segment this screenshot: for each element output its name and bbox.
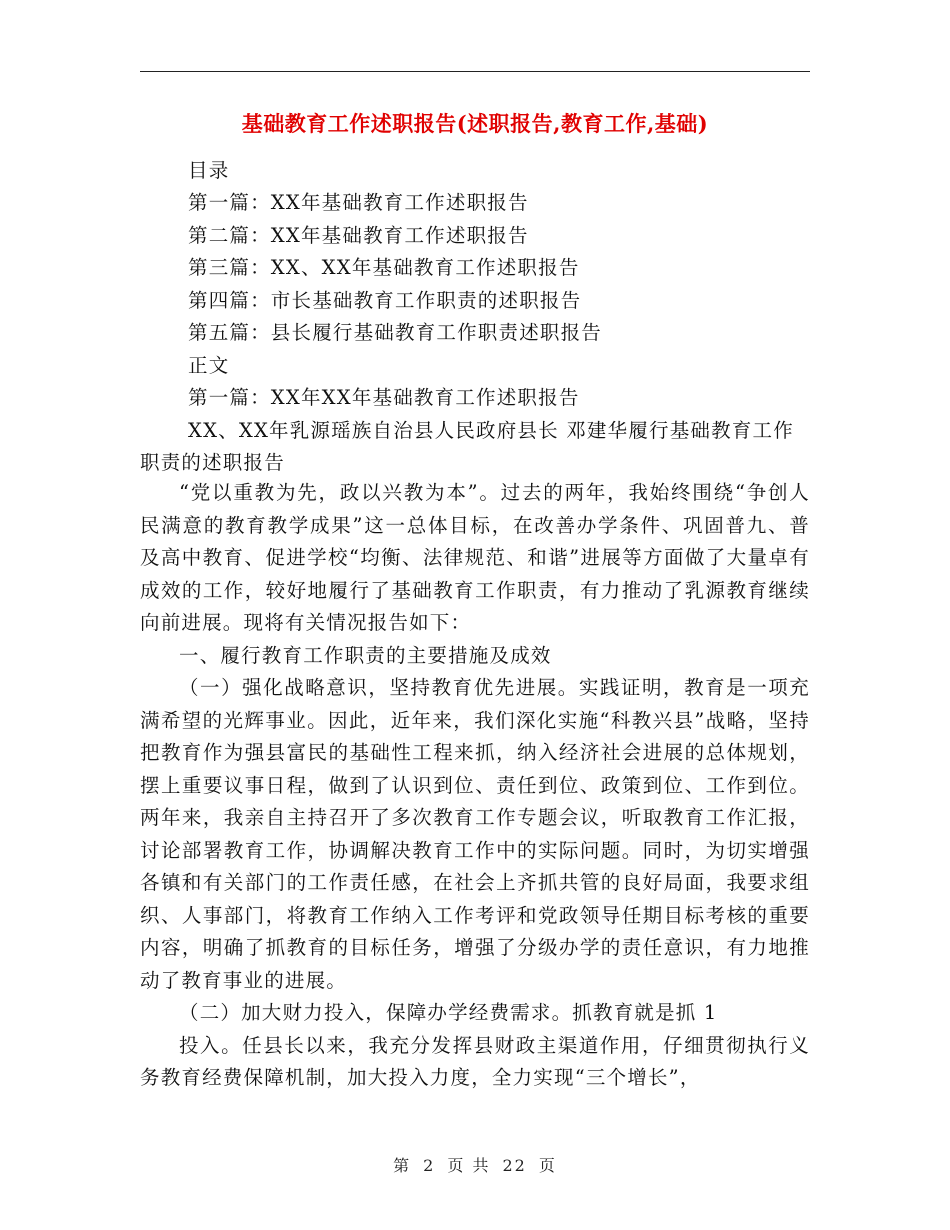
toc-item: 第二篇：XX年基础教育工作述职报告 bbox=[188, 224, 529, 247]
toc-item: 第三篇：XX、XX年基础教育工作述职报告 bbox=[188, 256, 580, 279]
page-footer bbox=[0, 1153, 950, 1176]
toc-item: 第四篇：市长基础教育工作职责的述职报告 bbox=[188, 289, 582, 312]
paragraph: （一）强化战略意识，坚持教育优先进展。实践证明，教育是一项充满希望的光辉事业。因此，近年来，我们深化实施“科教兴县”战略，坚持把教育作为强县富民的基础性工程来抓，纳入经济社会进展的总体规划，摆上重要议事日程，做到了认识到位、责任到位、政策到位、工作到位。两年来，我亲自主持召开了多次教育工作专题会议，听取教育工作汇报，讨论部署教育工作，协调解决教育工作中的实际问题。同时，为切实增强各镇和有关部门的工作责任感，在社会上齐抓共管的良好局面，我要求组织、人事部门，将教育工作纳入工作考评和党政领导任期目标考核的重要内容，明确了抓教育的目标任务，增强了分级办学的责任意识，有力地推动了教育事业的进展。 bbox=[140, 676, 810, 992]
header-rule bbox=[140, 71, 810, 72]
footer-middle: 页 共 bbox=[447, 1156, 491, 1175]
current-page-number: 2 bbox=[423, 1156, 436, 1175]
toc-item: 第五篇：县长履行基础教育工作职责述职报告 bbox=[188, 321, 603, 344]
section-heading: 一、履行教育工作职责的主要措施及成效 bbox=[179, 643, 552, 667]
body-heading: 正文 bbox=[188, 354, 230, 377]
toc-heading: 目录 bbox=[188, 159, 230, 182]
paragraph: “党以重教为先，政以兴教为本”。过去的两年，我始终围绕“争创人民满意的教育教学成果”这一总体目标，在改善办学条件、巩固普九、普及高中教育、促进学校“均衡、法律规范、和谐”进展等方面做了大量卓有成效的工作，较好地履行了基础教育工作职责，有力推动了乳源教育继续向前进展。现将有关情况报告如下： bbox=[140, 481, 810, 634]
article-subtitle-cont: 职责的述职报告 bbox=[140, 451, 285, 474]
paragraph: （二）加大财力投入，保障办学经费需求。抓教育就是抓 1 bbox=[179, 1001, 718, 1024]
toc-item: 第一篇：XX年基础教育工作述职报告 bbox=[188, 191, 529, 214]
paragraph: 投入。任县长以来，我充分发挥县财政主渠道作用，仔细贯彻执行义务教育经费保障机制，加大投入力度，全力实现“三个增长”， bbox=[140, 1033, 810, 1089]
document-title: 基础教育工作述职报告(述职报告,教育工作,基础) bbox=[241, 111, 709, 136]
footer-prefix: 第 bbox=[393, 1156, 412, 1175]
article-subtitle: XX、XX年乳源瑶族自治县人民政府县长 邓建华履行基础教育工作 bbox=[188, 419, 794, 442]
footer-suffix: 页 bbox=[538, 1156, 557, 1175]
total-pages-number: 22 bbox=[502, 1156, 527, 1175]
article-body bbox=[140, 477, 810, 1095]
article-title: 第一篇：XX年XX年基础教育工作述职报告 bbox=[188, 386, 580, 409]
